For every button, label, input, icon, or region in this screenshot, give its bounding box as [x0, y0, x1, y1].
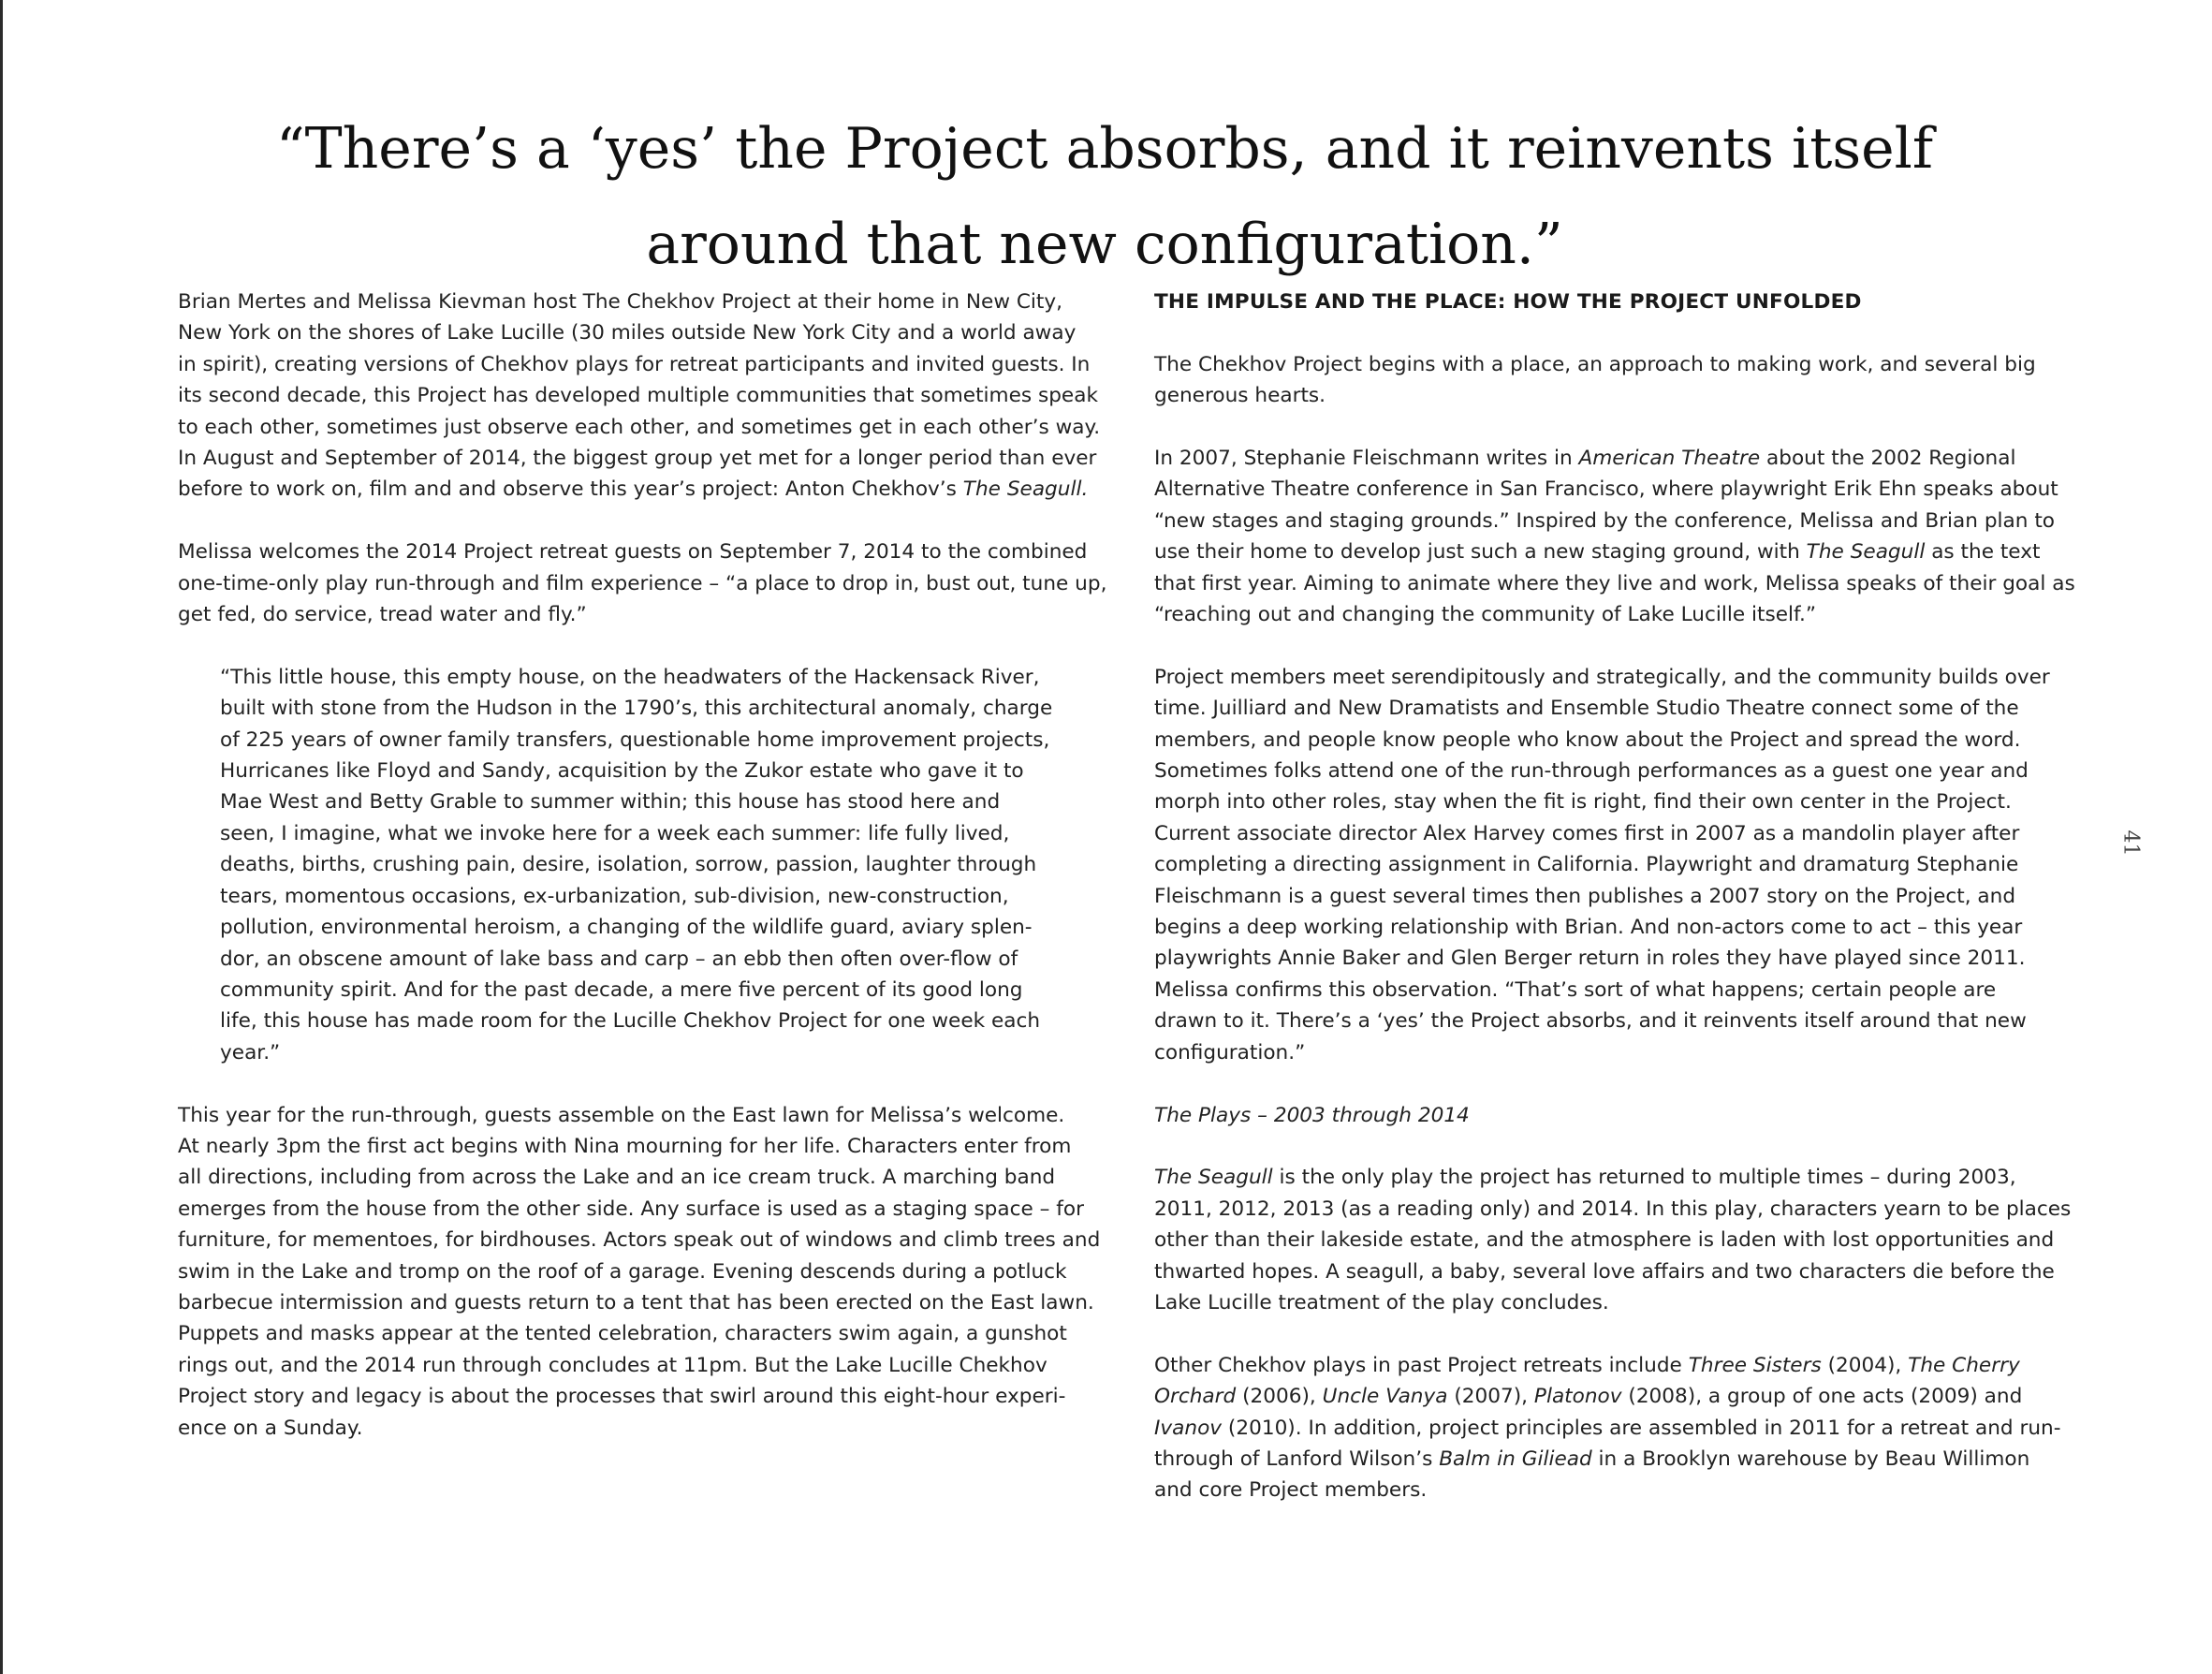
text-line: all directions, including from across the Lake and an ice cream truck. A marching band — [178, 1166, 1056, 1190]
plays-subheading: The Plays – 2003 through 2014 — [1154, 1103, 1470, 1127]
text-run: use their home to develop just such a new staging ground, with — [1154, 540, 1807, 565]
text-line: begins a deep working relationship with Brian. And non-actors come to act – this year — [1154, 916, 2023, 940]
quote-line: Hurricanes like Floyd and Sandy, acquisition by the Zukor estate who gave it to — [220, 759, 1024, 784]
page-number: 41 — [2118, 830, 2143, 857]
text-line: emerges from the house from the other side. Any surface is used as a staging space – for — [178, 1197, 1084, 1221]
text-run: (2010). In addition, project principles are assembled in 2011 for a retreat and run- — [1222, 1416, 2061, 1440]
seagull-paragraph — [1154, 1162, 2072, 1318]
text-run: (2008), a group of one acts (2009) and — [1621, 1385, 2023, 1409]
text-line: to each other, sometimes just observe each other, and sometimes get in each other’s way. — [178, 415, 1101, 439]
text-line: At nearly 3pm the first act begins with Nina mourning for her life. Characters enter from — [178, 1134, 1072, 1158]
text-line: New York on the shores of Lake Lucille (30 miles outside New York City and a world away — [178, 321, 1077, 345]
text-line: and core Project members. — [1154, 1478, 1428, 1503]
text-line: barbecue intermission and guests return to a tent that has been erected on the East lawn. — [178, 1290, 1094, 1314]
text-line: The Chekhov Project begins with a place, an approach to making work, and several big — [1154, 352, 2036, 376]
text-run: Other Chekhov plays in past Project retreats include — [1154, 1353, 1689, 1377]
right-column — [1154, 286, 2075, 1506]
text-line: ence on a Sunday. — [178, 1416, 363, 1440]
play-title: Uncle Vanya — [1322, 1385, 1448, 1409]
text-line: playwrights Annie Baker and Glen Berger return in roles they have played since 2011. — [1154, 947, 2026, 971]
impulse-paragraph — [1154, 349, 2053, 412]
text-line: that first year. Aiming to animate where they live and work, Melissa speaks of their goal as — [1154, 571, 2075, 595]
text-line: In August and September of 2014, the biggest group yet met for a longer period than ever — [178, 447, 1097, 471]
text-line — [1154, 1350, 2053, 1381]
publication-title: American Theatre — [1578, 447, 1761, 470]
text-line: Brian Mertes and Melissa Kievman host The Chekhov Project at their home in New City, — [178, 290, 1063, 314]
quote-line: year.” — [220, 1040, 281, 1065]
quote-line: pollution, environmental heroism, a changing of the wildlife guard, aviary splen- — [220, 916, 1033, 940]
pull-quote — [234, 101, 1975, 292]
quote-line: life, this house has made room for the Lucille Chekhov Project for one week each — [220, 1009, 1041, 1034]
text-line: configuration.” — [1154, 1040, 1306, 1065]
text-line — [1154, 443, 2053, 474]
play-title: The Seagull. — [962, 477, 1089, 502]
text-line: Melissa confirms this observation. “That’s sort of what happens; certain people are — [1154, 977, 1997, 1002]
text-run: about the 2002 Regional — [1760, 447, 2016, 470]
intro-paragraph — [178, 286, 1101, 506]
text-run: (2004), — [1821, 1353, 1909, 1377]
play-title: Balm in Giliead — [1439, 1446, 1592, 1471]
text-run: in a Brooklyn warehouse by Beau Willimon — [1591, 1446, 2030, 1471]
text-line: Sometimes folks attend one of the run-through performances as a guest one year and — [1154, 759, 2029, 784]
members-paragraph — [1154, 662, 2053, 1068]
text-line: in spirit), creating versions of Chekhov plays for retreat participants and invited guests. In — [178, 352, 1091, 376]
text-line: other than their lakeside estate, and the atmosphere is laden with lost opportunities and — [1154, 1228, 2055, 1253]
play-title: Ivanov — [1154, 1416, 1223, 1440]
play-title: The Cherry — [1908, 1353, 2020, 1377]
play-title: Orchard — [1154, 1385, 1237, 1409]
text-line: generous hearts. — [1154, 384, 1326, 408]
text-line: Project members meet serendipitously and strategically, and the community builds over — [1154, 665, 2050, 689]
pull-quote-line-2: around that new configuration.” — [646, 212, 1563, 277]
text-line: Current associate director Alex Harvey comes first in 2007 as a mandolin player after — [1154, 821, 2020, 845]
text-run: is the only play the project has returned to multiple times – during 2003, — [1272, 1166, 2016, 1190]
text-line: This year for the run-through, guests assemble on the East lawn for Melissa’s welcome. — [178, 1103, 1065, 1127]
text-run: as the text — [1925, 540, 2041, 565]
quote-line: dor, an obscene amount of lake bass and carp – an ebb then often over-flow of — [220, 947, 1018, 971]
text-line: rings out, and the 2014 run through concludes at 11pm. But the Lake Lucille Chekhov — [178, 1353, 1047, 1377]
text-line: thwarted hopes. A seagull, a baby, several love affairs and two characters die before the — [1154, 1259, 2055, 1284]
text-line — [1154, 536, 2053, 567]
history-paragraph — [1154, 443, 2075, 630]
run-through-paragraph — [178, 1100, 1101, 1444]
text-line — [1154, 1444, 2053, 1475]
quote-line: “This little house, this empty house, on the headwaters of the Hackensack River, — [220, 665, 1040, 689]
quote-line: built with stone from the Hudson in the 1790’s, this architectural anomaly, charge — [220, 697, 1053, 721]
text-line: 2011, 2012, 2013 (as a reading only) and 2014. In this play, characters yearn to be places — [1154, 1197, 2072, 1221]
text-line: Project story and legacy is about the processes that swirl around this eight-hour experi- — [178, 1385, 1066, 1409]
quote-line: Mae West and Betty Grable to summer within; this house has stood here and — [220, 790, 1001, 815]
text-line: swim in the Lake and tromp on the roof of a garage. Evening descends during a potluck — [178, 1259, 1067, 1284]
page-edge-line — [0, 0, 3, 1674]
text-run: (2006), — [1236, 1385, 1323, 1409]
house-quote — [178, 662, 1077, 1068]
quote-line: community spirit. And for the past decade, a mere five percent of its good long — [220, 977, 1023, 1002]
text-line: time. Juilliard and New Dramatists and Ensemble Studio Theatre connect some of the — [1154, 697, 2019, 721]
text-line — [1154, 1162, 2053, 1193]
text-line: one-time-only play run-through and film experience – “a place to drop in, bust out, tune up, — [178, 571, 1107, 595]
other-plays-paragraph — [1154, 1350, 2061, 1506]
quote-line: of 225 years of owner family transfers, questionable home improvement projects, — [220, 727, 1050, 752]
text-line: members, and people know people who know about the Project and spread the word. — [1154, 727, 2021, 752]
text-run: before to work on, film and and observe this year’s project: Anton Chekhov’s — [178, 477, 963, 502]
text-line: drawn to it. There’s a ‘yes’ the Project absorbs, and it reinvents itself around that new — [1154, 1009, 2027, 1034]
quote-line: deaths, births, crushing pain, desire, isolation, sorrow, passion, laughter through — [220, 853, 1037, 877]
text-line: completing a directing assignment in California. Playwright and dramaturg Stephanie — [1154, 853, 2019, 877]
text-line: furniture, for mementoes, for birdhouses. Actors speak out of windows and climb trees and — [178, 1228, 1101, 1253]
text-line: Melissa welcomes the 2014 Project retreat guests on September 7, 2014 to the combined — [178, 540, 1088, 565]
quote-line: seen, I imagine, what we invoke here for a week each summer: life fully lived, — [220, 821, 1010, 845]
text-run: (2007), — [1447, 1385, 1534, 1409]
text-line: “new stages and staging grounds.” Inspired by the conference, Melissa and Brian plan to — [1154, 508, 2056, 533]
text-run: In 2007, Stephanie Fleischmann writes in — [1154, 447, 1579, 470]
text-line — [1154, 1381, 2053, 1412]
play-title: Three Sisters — [1688, 1353, 1822, 1377]
section-heading: THE IMPULSE AND THE PLACE: HOW THE PROJECT UNFOLDED — [1154, 290, 1862, 314]
text-line — [178, 474, 1089, 505]
welcome-paragraph — [178, 536, 1107, 630]
pull-quote-line-1: “There’s a ‘yes’ the Project absorbs, and it reinvents itself — [275, 116, 1934, 182]
play-title: The Seagull — [1806, 540, 1926, 565]
text-line: Puppets and masks appear at the tented celebration, characters swim again, a gunshot — [178, 1322, 1067, 1346]
text-line: morph into other roles, stay when the fit is right, find their own center in the Project. — [1154, 790, 2012, 815]
text-line — [1154, 1413, 2061, 1444]
text-line: Alternative Theatre conference in San Francisco, where playwright Erik Ehn speaks about — [1154, 477, 2058, 502]
quote-line: tears, momentous occasions, ex-urbanization, sub-division, new-construction, — [220, 884, 1009, 908]
play-title: The Seagull — [1154, 1166, 1273, 1190]
text-line: Fleischmann is a guest several times then publishes a 2007 story on the Project, and — [1154, 884, 2016, 908]
left-column — [178, 286, 1107, 1444]
play-title: Platonov — [1533, 1385, 1622, 1409]
text-line: get fed, do service, tread water and fly.” — [178, 603, 587, 627]
text-line: “reaching out and changing the community of Lake Lucille itself.” — [1154, 603, 1817, 627]
text-run: through of Lanford Wilson’s — [1154, 1446, 1440, 1471]
text-line: its second decade, this Project has developed multiple communities that sometimes speak — [178, 384, 1098, 408]
text-line: Lake Lucille treatment of the play concludes. — [1154, 1290, 1609, 1314]
